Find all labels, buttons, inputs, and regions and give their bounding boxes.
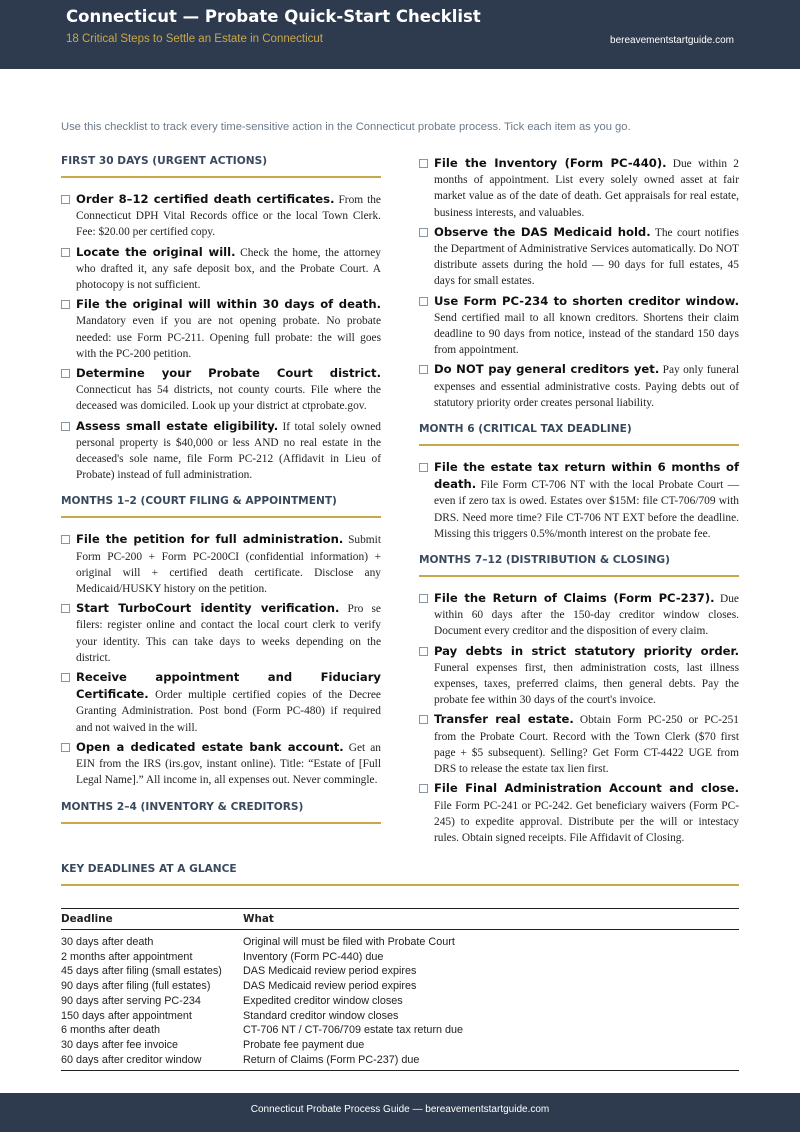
checklist-item-description: Check the home, the attorney who drafted it, any safe deposit box, and the Probate Court. A photocopy is not sufficient. [76, 246, 381, 292]
key-deadlines-section [61, 863, 739, 1071]
checklist-item-title: File the Return of Claims (Form PC-237). [434, 591, 715, 606]
checklist-item-description: Pro se filers: register online and contact the local court clerk to verify your identity. This can take days to weeks depending on the district. [76, 603, 381, 664]
checklist-month-6 [419, 459, 739, 542]
checkbox[interactable] [419, 647, 428, 656]
what-cell: Inventory (Form PC-440) due [243, 950, 384, 963]
what-cell: Probate fee payment due [243, 1038, 365, 1051]
checklist-item-description: From the Connecticut DPH Vital Records office or the local Town Clerk. Fee: $20.00 per certified copy. [76, 194, 381, 239]
table-row [61, 930, 739, 950]
deadline-cell: 90 days after serving PC-234 [61, 994, 201, 1007]
checklist-item-title: Assess small estate eligibility. [76, 418, 279, 433]
checklist-item-title: Pay debts in strict statutory priority order. [434, 643, 739, 658]
checklist-item-description: File Form PC-241 or PC-242. Get beneficiary waivers (Form PC-245) to expedite approval. Distribute per the will or intestacy rules. Obtain signed receipts. File Affidavit of Closing. [434, 799, 739, 844]
checklist-months-1-2 [61, 531, 381, 788]
deadline-cell: 6 months after death [61, 1024, 161, 1037]
checklist-item-title: Determine your Probate Court district. [76, 366, 381, 381]
checklist-first-30-days [61, 191, 381, 483]
checkbox[interactable] [61, 604, 70, 613]
checklist-item-title: File the Inventory (Form PC-440). [434, 156, 667, 170]
checklist-item [419, 643, 739, 709]
what-cell: Expedited creditor window closes [243, 994, 403, 1007]
deadline-cell: 2 months after appointment [61, 950, 193, 963]
checkbox[interactable] [61, 369, 70, 378]
deadline-cell: 60 days after creditor window [61, 1053, 243, 1071]
checklist-item-title: File Final Administration Account and close. [434, 781, 739, 796]
table-row [61, 950, 739, 965]
checklist-item-title: Order 8–12 certified death certificates. [76, 192, 335, 206]
page-footer [0, 1093, 800, 1132]
checkbox[interactable] [419, 715, 428, 724]
deadline-cell: 150 days after appointment [61, 1009, 192, 1022]
column-header-deadline: Deadline [61, 909, 243, 930]
checklist-item [61, 669, 381, 736]
checklist-item-description: Funeral expenses first, then administration costs, last illness expenses, taxes, preferred claims, then general debts. Pay the probate fee within 30 days of the court's invoice. [434, 661, 739, 707]
table-row [61, 964, 739, 979]
checkbox[interactable] [61, 673, 70, 682]
page-title: Connecticut — Probate Quick-Start Checklist [66, 7, 481, 26]
what-cell: Return of Claims (Form PC-237) due [243, 1053, 739, 1071]
column-header-what: What [243, 909, 739, 930]
what-cell: Original will must be filed with Probate Court [243, 936, 455, 948]
page-subtitle: 18 Critical Steps to Settle an Estate in Connecticut [66, 33, 323, 45]
checkbox[interactable] [61, 422, 70, 431]
checkbox[interactable] [419, 365, 428, 374]
checklist-item [61, 600, 381, 666]
checklist-item-description: Send certified mail to all known creditors. Shortens their claim deadline to 90 days from notice, instead of the standard 150 days from appointment. [434, 311, 739, 357]
footer-text: Connecticut Probate Process Guide — bereavementstartguide.com [250, 1104, 550, 1115]
table-row [61, 1053, 739, 1071]
checklist-item-title: Receive appointment and Fiduciary Certificate. [76, 670, 381, 702]
checklist-item-title: Transfer real estate. [434, 712, 574, 727]
checklist-item-description: Order multiple certified copies of the Decree Granting Administration. Post bond (Form PC-480) if required and not waived in the will. [76, 689, 381, 734]
checklist-item-title: Observe the DAS Medicaid hold. [434, 224, 651, 239]
checklist-item [419, 459, 739, 542]
checklist-item-title: File the original will within 30 days of death. [76, 297, 381, 312]
checklist-item-description: Mandatory even if you are not opening probate. No probate needed: use Form PC-211. Opening full probate: the will goes with the PC-200 petition. [76, 315, 381, 360]
checklist-item-description: Due within 60 days after the 150-day creditor window closes. Document every creditor and the disposition of every claim. [434, 593, 739, 638]
checklist-item-title: Start TurboCourt identity verification. [76, 601, 340, 616]
site-name: bereavementstartguide.com [610, 35, 734, 46]
checklist-item [61, 191, 381, 241]
table-row [61, 1023, 739, 1038]
checklist-months-7-12 [419, 590, 739, 846]
checklist-item-title: File the petition for full administration. [76, 532, 344, 547]
checkbox[interactable] [419, 159, 428, 168]
checkbox[interactable] [61, 743, 70, 752]
checklist-item-description: Pay only funeral expenses and essential administrative costs. Paying debts out of statutory priority order creates personal liability. [434, 364, 739, 409]
what-cell: CT-706 NT / CT-706/709 estate tax return due [243, 1024, 464, 1037]
checkbox[interactable] [419, 594, 428, 603]
what-cell: DAS Medicaid review period expires [243, 980, 417, 993]
checklist-item [419, 780, 739, 846]
section-heading-key-deadlines: KEY DEADLINES AT A GLANCE [61, 863, 739, 886]
what-cell: DAS Medicaid review period expires [243, 965, 417, 978]
section-heading-months-1-2: MONTHS 1–2 (COURT FILING & APPOINTMENT) [61, 495, 381, 518]
checklist-item-description: Connecticut has 54 districts, not county courts. File where the deceased was domiciled. Look up your district at ctprobate.gov. [76, 384, 381, 413]
checkbox[interactable] [61, 535, 70, 544]
table-header-row [61, 909, 739, 930]
deadline-cell: 90 days after filing (full estates) [61, 980, 211, 993]
checklist-item [61, 531, 381, 597]
section-heading-month-6: MONTH 6 (CRITICAL TAX DEADLINE) [419, 423, 739, 446]
checklist-item-title: Use Form PC-234 to shorten creditor window. [434, 293, 739, 308]
checklist-item [61, 739, 381, 789]
page-header [0, 0, 800, 69]
what-cell: Standard creditor window closes [243, 1009, 399, 1022]
checklist-item-title: Open a dedicated estate bank account. [76, 739, 344, 754]
checklist-item-title: File the estate tax return within 6 months of death. [434, 460, 739, 492]
checklist-item [61, 244, 381, 294]
table-row [61, 1009, 739, 1024]
checklist-item-description: Obtain Form PC-250 or PC-251 from the Probate Court. Record with the Town Clerk ($70 first page + $5 subsequent). Selling? Get Form CT-4422 UGE from DRS to release the estate tax lien first. [434, 714, 739, 776]
checklist-item [61, 296, 381, 362]
checklist-item-description: If total solely owned personal property is $40,000 or less AND no real estate in the deceased's sole name, file Form PC-212 (Affidavit in Lieu of Probate) instead of full administration. [76, 420, 381, 482]
checklist-item [419, 293, 739, 359]
checkbox[interactable] [419, 463, 428, 472]
intro-text: Use this checklist to track every time-sensitive action in the Connecticut probate process. Tick each item as you go. [61, 121, 631, 133]
checkbox[interactable] [419, 297, 428, 306]
right-column [419, 155, 739, 849]
deadlines-table [61, 908, 739, 1071]
table-row [61, 994, 739, 1009]
checkbox[interactable] [419, 784, 428, 793]
checkbox[interactable] [61, 248, 70, 257]
checklist-item-title: Do NOT pay general creditors yet. [434, 362, 660, 377]
checklist-item [61, 418, 381, 484]
checklist-item-title: Locate the original will. [76, 244, 236, 259]
deadline-cell: 30 days after fee invoice [61, 1038, 179, 1051]
checkbox[interactable] [61, 195, 70, 204]
checkbox[interactable] [61, 300, 70, 309]
checklist-item-description: File Form CT-706 NT with the local Probate Court — even if zero tax is owed. Estates over $15M: file CT-706/709 with DRS. Need more time? File CT-706 NT EXT before the deadline. Missing this triggers 0.5%/month interest on the probate fee. [434, 479, 739, 540]
checklist-item [419, 224, 739, 290]
checkbox[interactable] [419, 228, 428, 237]
section-heading-months-7-12: MONTHS 7–12 (DISTRIBUTION & CLOSING) [419, 554, 739, 577]
checklist-item-description: Submit Form PC-200 + Form PC-200CI (confidential information) + original will + certified death certificate. Disclose any Medicaid/HUSKY history on the petition. [76, 534, 381, 596]
checklist-item [419, 155, 739, 221]
section-heading-months-2-4: MONTHS 2–4 (INVENTORY & CREDITORS) [61, 801, 381, 824]
table-row [61, 979, 739, 994]
checklist-item [419, 590, 739, 640]
section-heading-first-30-days: FIRST 30 DAYS (URGENT ACTIONS) [61, 155, 381, 178]
deadline-cell: 45 days after filing (small estates) [61, 965, 222, 978]
checklist-item-description: The court notifies the Department of Administrative Services automatically. Do NOT distribute assets during the hold — 90 days for full estates, 45 days for small estates. [434, 226, 739, 288]
checklist-item [419, 361, 739, 411]
checklist-item-description: Due within 2 months of appointment. List every solely owned asset at fair market value as of the date of death. Get appraisals for real estate, business interests, and valuables. [434, 158, 739, 219]
left-column [61, 155, 381, 824]
table-row [61, 1038, 739, 1053]
deadlines-table-body [61, 930, 739, 1071]
checklist-item [61, 365, 381, 415]
checklist-months-2-4 [419, 155, 739, 411]
checklist-item [419, 711, 739, 777]
deadline-cell: 30 days after death [61, 936, 154, 948]
checklist-item-description: Get an EIN from the IRS (irs.gov, instant online). Title: “Estate of [Full Legal Name].” All income in, all expenses out. Never commingle. [76, 741, 381, 787]
